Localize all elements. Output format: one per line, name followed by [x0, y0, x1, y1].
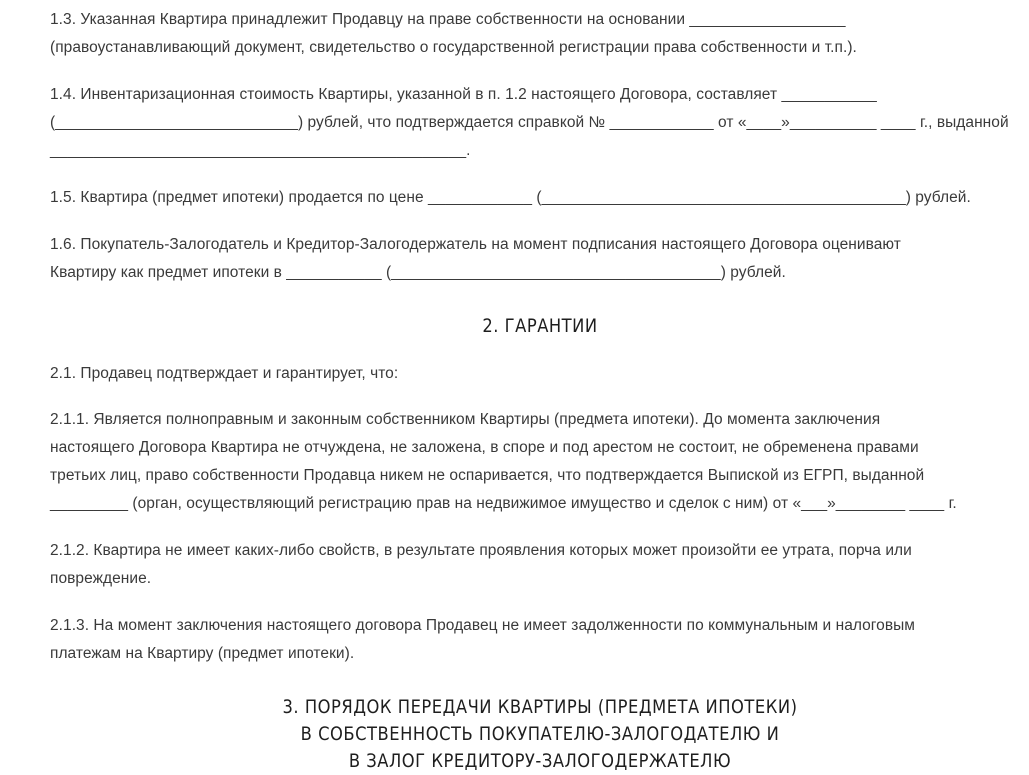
paragraph-2-1-3-line-2: платежам на Квартиру (предмет ипотеки). — [50, 645, 355, 662]
paragraph-2-1-1-line-2: настоящего Договора Квартира не отчуждена, не заложена, в споре и под арестом не состоит, не обременена правами — [50, 439, 919, 456]
paragraph-2-1-1-line-4: _________ (орган, осуществляющий регистрацию прав на недвижимое имущество и сделок с ним) от «___»________ ____ г. — [50, 495, 957, 512]
paragraph-1-4-line-3: ________________________________________________. — [50, 142, 471, 159]
paragraph-2-1-line-1: 2.1. Продавец подтверждает и гарантирует, что: — [50, 365, 399, 382]
section-2-heading: 2. ГАРАНТИИ — [482, 315, 598, 337]
paragraph-2-1-1-line-1: 2.1.1. Является полноправным и законным собственником Квартиры (предмета ипотеки). До момента заключения — [50, 411, 881, 428]
paragraph-2-1-2-line-2: повреждение. — [50, 570, 152, 587]
paragraph-2-1-1-line-3: третьих лиц, право собственности Продавца никем не оспаривается, что подтверждается Выпиской из ЕГРП, выданной — [50, 467, 925, 484]
paragraph-1-3-line-1: 1.3. Указанная Квартира принадлежит Продавцу на праве собственности на основании __________________ — [50, 11, 846, 28]
section-3-heading-line-3: В ЗАЛОГ КРЕДИТОРУ-ЗАЛОГОДЕРЖАТЕЛЮ — [348, 750, 732, 772]
paragraph-1-4-line-1: 1.4. Инвентаризационная стоимость Квартиры, указанной в п. 1.2 настоящего Договора, составляет ___________ — [50, 86, 877, 103]
paragraph-1-3-line-2: (правоустанавливающий документ, свидетельство о государственной регистрации права собственности и т.п.). — [50, 39, 857, 56]
paragraph-2-1-2-line-1: 2.1.2. Квартира не имеет каких-либо свойств, в результате проявления которых может произойти ее утрата, порча или — [50, 542, 912, 559]
paragraph-1-6-line-2: Квартиру как предмет ипотеки в ___________ (______________________________________) рублей. — [50, 264, 786, 281]
section-3-heading-line-2: В СОБСТВЕННОСТЬ ПОКУПАТЕЛЮ-ЗАЛОГОДАТЕЛЮ И — [300, 723, 780, 745]
paragraph-1-5-line-1: 1.5. Квартира (предмет ипотеки) продается по цене ____________ (__________________________________________) рублей. — [50, 189, 971, 206]
paragraph-1-6-line-1: 1.6. Покупатель-Залогодатель и Кредитор-Залогодержатель на момент подписания настоящего Договора оценивают — [50, 236, 901, 253]
section-3-heading-line-1: 3. ПОРЯДОК ПЕРЕДАЧИ КВАРТИРЫ (ПРЕДМЕТА ИПОТЕКИ) — [282, 696, 798, 718]
paragraph-2-1-3-line-1: 2.1.3. На момент заключения настоящего договора Продавец не имеет задолженности по коммунальным и налоговым — [50, 617, 916, 634]
paragraph-1-4-line-2: (____________________________) рублей, что подтверждается справкой № ____________ от «____»__________ ____ г., выданной — [50, 114, 1009, 131]
